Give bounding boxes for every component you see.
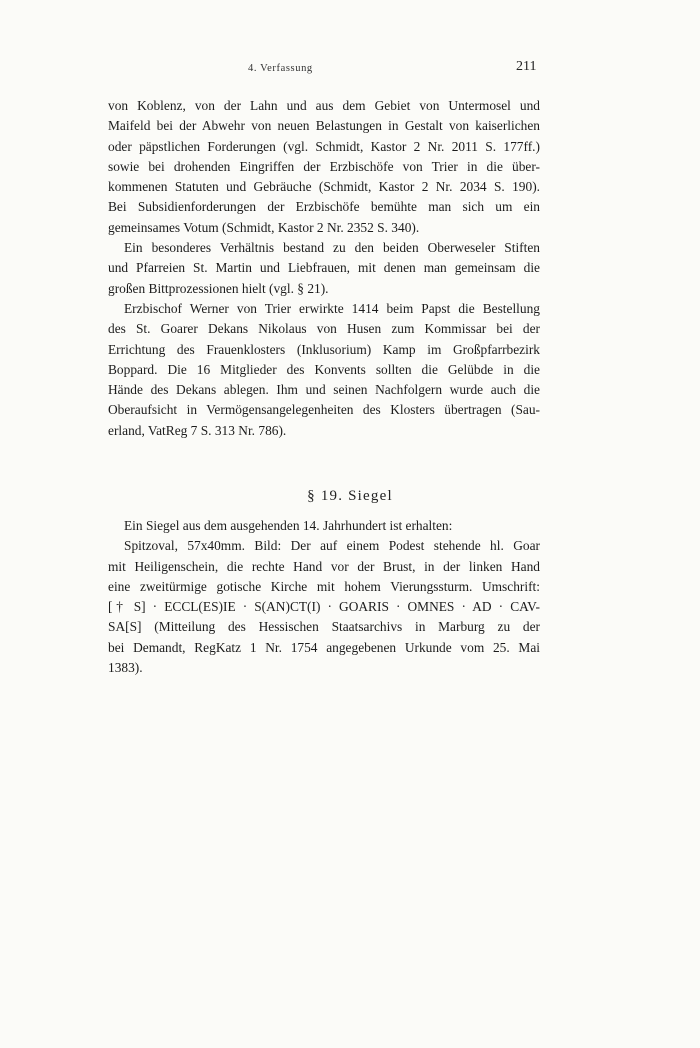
text-line: oder päpstlichen Forderungen (vgl. Schmidt, Kastor 2 Nr. 2011 S. 177ff.) bbox=[108, 138, 540, 154]
text-line: kommenen Statuten und Gebräuche (Schmidt, Kastor 2 Nr. 2034 S. 190). bbox=[108, 179, 540, 195]
section-heading: § 19. Siegel bbox=[307, 488, 393, 504]
text-line: Bei Subsidienforderungen der Erzbischöfe bemühte man sich um ein bbox=[108, 199, 540, 215]
text-line: Hände des Dekans ablegen. Ihm und seinen Nachfolgern wurde auch die bbox=[108, 382, 540, 398]
text-line: von Koblenz, von der Lahn und aus dem Gebiet von Untermosel und bbox=[108, 98, 540, 113]
text-line: und Pfarreien St. Martin und Liebfrauen, mit denen man gemeinsam die bbox=[108, 260, 540, 276]
seal-section-text bbox=[108, 516, 540, 678]
paragraph-first-line: Spitzoval, 57x40mm. Bild: Der auf einem Podest stehende hl. Goar bbox=[124, 538, 540, 554]
text-line: [† S] · ECCL(ES)IE · S(AN)CT(I) · GOARIS · OMNES · AD · CAV- bbox=[108, 599, 540, 615]
text-line: großen Bittprozessionen hielt (vgl. § 21). bbox=[108, 280, 329, 296]
text-line: erland, VatReg 7 S. 313 Nr. 786). bbox=[108, 422, 287, 438]
section-text bbox=[108, 96, 540, 441]
text-line: gemeinsames Votum (Schmidt, Kastor 2 Nr. 2352 S. 340). bbox=[108, 219, 420, 235]
paragraph-first-line: Ein besonderes Verhältnis bestand zu den beiden Oberweseler Stiften bbox=[124, 240, 540, 256]
text-line: des St. Goarer Dekans Nikolaus von Husen zum Kommissar bei der bbox=[108, 321, 540, 337]
text-line: Oberaufsicht in Vermögensangelegenheiten des Klosters übertragen (Sau- bbox=[108, 402, 540, 418]
text-line: SA[S] (Mitteilung des Hessischen Staatsarchivs in Marburg zu der bbox=[108, 619, 540, 635]
running-head bbox=[0, 59, 700, 81]
text-line: eine zweitürmige gotische Kirche mit hohem Vierungssturm. Umschrift: bbox=[108, 578, 540, 594]
paragraph-first-line: Ein Siegel aus dem ausgehenden 14. Jahrhundert ist erhalten: bbox=[124, 518, 453, 533]
text-line: mit Heiligenschein, die rechte Hand vor der Brust, in der linken Hand bbox=[108, 558, 540, 574]
text-line: Errichtung des Frauenklosters (Inklusorium) Kamp im Großpfarrbezirk bbox=[108, 341, 540, 357]
running-title: 4. Verfassung bbox=[248, 63, 313, 74]
paragraph-first-line: Erzbischof Werner von Trier erwirkte 1414 beim Papst die Bestellung bbox=[124, 300, 540, 316]
text-line: Boppard. Die 16 Mitglieder des Konvents sollten die Gelübde in die bbox=[108, 361, 540, 377]
page-number: 211 bbox=[516, 59, 537, 74]
text-line: 1383). bbox=[108, 660, 143, 676]
text-line: Maifeld bei der Abwehr von neuen Belastungen in Gestalt von kaiserlichen bbox=[108, 118, 540, 134]
text-line: bei Demandt, RegKatz 1 Nr. 1754 angegebenen Urkunde vom 25. Mai bbox=[108, 639, 540, 655]
text-line: sowie bei drohenden Eingriffen der Erzbischöfe von Trier in die über- bbox=[108, 158, 540, 174]
